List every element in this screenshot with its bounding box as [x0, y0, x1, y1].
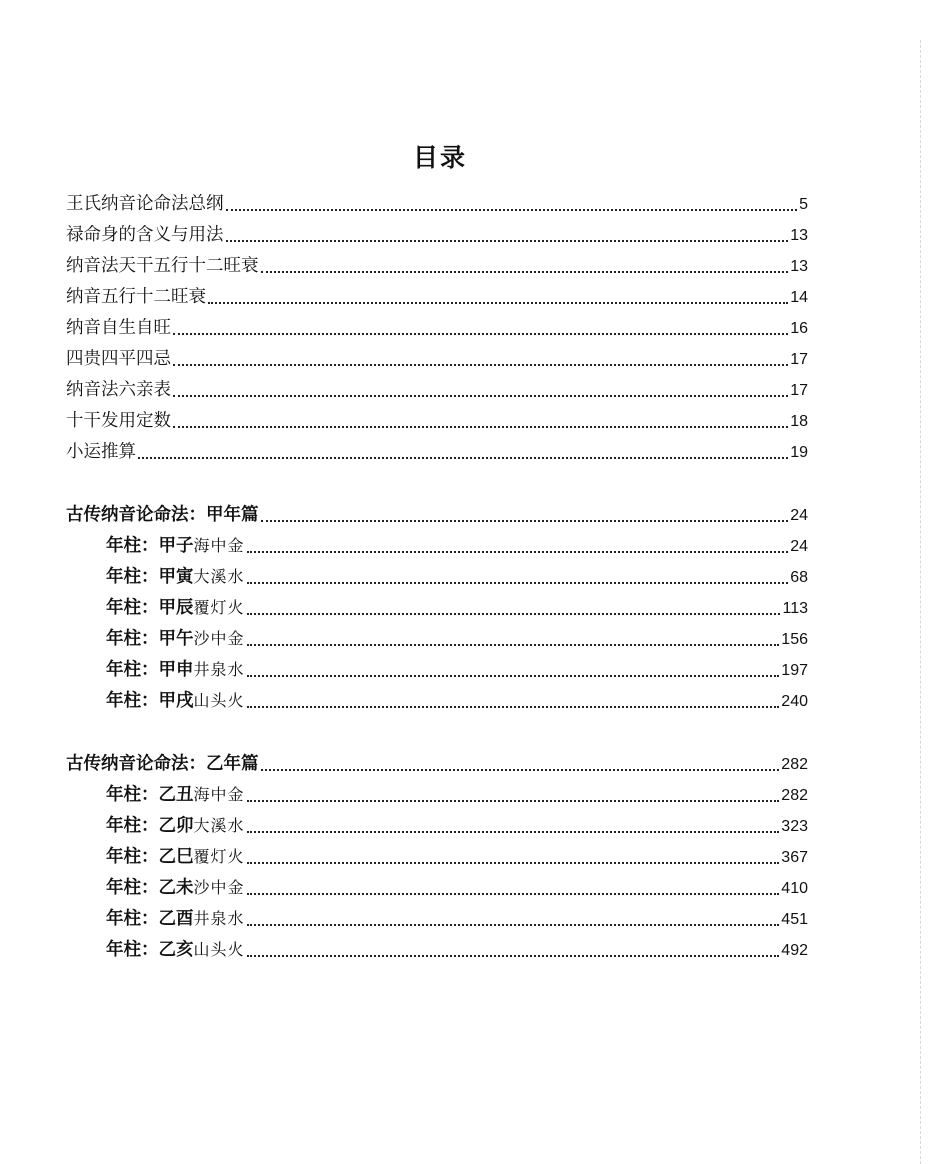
- dot-leader: [261, 520, 789, 522]
- toc-entry[interactable]: [66, 285, 808, 309]
- toc-entry-page: 410: [781, 880, 808, 897]
- toc-entry-page: 18: [790, 413, 808, 430]
- dot-leader: [261, 271, 789, 273]
- toc-entry[interactable]: [66, 316, 808, 340]
- dot-leader: [247, 551, 789, 553]
- dot-leader: [247, 800, 780, 802]
- dot-leader: [173, 364, 788, 366]
- toc-entry-label: 纳音自生自旺: [66, 318, 171, 338]
- toc-entry-page: 13: [790, 258, 808, 275]
- year-pillar-prefix: 年柱：: [106, 909, 159, 929]
- ganzhi-label: 甲戌: [158, 691, 194, 711]
- dot-leader: [173, 333, 788, 335]
- toc-entry-page: 19: [790, 444, 808, 461]
- toc-entry-page: 17: [790, 382, 808, 399]
- toc-entry-page: 16: [790, 320, 808, 337]
- dot-leader: [226, 209, 798, 211]
- dot-leader: [247, 613, 781, 615]
- dot-leader: [138, 457, 788, 459]
- toc-entry-page: 68: [790, 569, 808, 586]
- dot-leader: [247, 706, 780, 708]
- dot-leader: [247, 644, 780, 646]
- dot-leader: [261, 769, 780, 771]
- scan-margin-line: [920, 40, 921, 1164]
- ganzhi-label: 乙丑: [158, 785, 194, 805]
- toc-entry-page: 24: [790, 538, 808, 555]
- toc-entry[interactable]: [66, 223, 808, 247]
- toc-entry-page: 282: [781, 787, 808, 804]
- dot-leader: [247, 893, 780, 895]
- toc-entry-page: 240: [781, 693, 808, 710]
- toc-entry[interactable]: [66, 347, 808, 371]
- toc-entry-label: 纳音法天干五行十二旺衰: [66, 256, 259, 276]
- toc-sub-entry[interactable]: [106, 565, 808, 589]
- toc-entry-page: 13: [790, 227, 808, 244]
- ganzhi-label: 乙巳: [158, 847, 194, 867]
- toc-entry[interactable]: [66, 409, 808, 433]
- toc-entry-page: 197: [781, 662, 808, 679]
- toc-sub-entry[interactable]: [106, 783, 808, 807]
- dot-leader: [226, 240, 789, 242]
- year-pillar-prefix: 年柱：: [106, 816, 159, 836]
- toc-entry-page: 113: [782, 600, 808, 617]
- ganzhi-label: 甲辰: [158, 598, 194, 618]
- toc-sub-entry[interactable]: [106, 534, 808, 558]
- nayin-label: 山头火: [193, 940, 245, 959]
- year-pillar-prefix: 年柱：: [106, 847, 159, 867]
- nayin-label: 海中金: [193, 536, 245, 555]
- toc-entry-label: 十干发用定数: [66, 411, 171, 431]
- toc-entry[interactable]: [66, 192, 808, 216]
- toc-sub-entry[interactable]: [106, 596, 808, 620]
- toc-entry-label: 王氏纳音论命法总纲: [66, 194, 224, 214]
- ganzhi-label: 乙卯: [158, 816, 194, 836]
- toc-section-page: 24: [790, 507, 808, 524]
- toc-sub-entry[interactable]: [106, 689, 808, 713]
- dot-leader: [247, 831, 780, 833]
- nayin-label: 山头火: [193, 691, 245, 710]
- year-pillar-prefix: 年柱：: [106, 691, 159, 711]
- year-pillar-prefix: 年柱：: [106, 567, 159, 587]
- dot-leader: [247, 955, 780, 957]
- toc-section-heading-yi[interactable]: [66, 752, 808, 776]
- toc-sub-entry[interactable]: [106, 845, 808, 869]
- dot-leader: [247, 862, 780, 864]
- toc-entry-label: 纳音法六亲表: [66, 380, 171, 400]
- toc-section-label: 古传纳音论命法：甲年篇: [66, 505, 259, 525]
- ganzhi-label: 甲申: [158, 660, 194, 680]
- year-pillar-prefix: 年柱：: [106, 878, 159, 898]
- nayin-label: 大溪水: [193, 567, 245, 586]
- dot-leader: [173, 395, 788, 397]
- dot-leader: [247, 675, 780, 677]
- ganzhi-label: 乙亥: [158, 940, 194, 960]
- dot-leader: [247, 582, 789, 584]
- toc-entry-page: 14: [790, 289, 808, 306]
- toc-section-label: 古传纳音论命法：乙年篇: [66, 754, 259, 774]
- toc-entry-label: 四贵四平四忌: [66, 349, 171, 369]
- nayin-label: 覆灯火: [193, 598, 245, 617]
- year-pillar-prefix: 年柱：: [106, 660, 159, 680]
- dot-leader: [208, 302, 788, 304]
- toc-entry-page: 17: [790, 351, 808, 368]
- toc-entry[interactable]: [66, 254, 808, 278]
- toc-entry-label: 小运推算: [66, 442, 136, 462]
- nayin-label: 井泉水: [193, 909, 245, 928]
- year-pillar-prefix: 年柱：: [106, 598, 159, 618]
- toc-entry-page: 492: [781, 942, 808, 959]
- toc-section-heading-jia[interactable]: [66, 503, 808, 527]
- toc-entry-label: 禄命身的含义与用法: [66, 225, 224, 245]
- toc-entry-page: 367: [781, 849, 808, 866]
- toc-entry-page: 323: [781, 818, 808, 835]
- year-pillar-prefix: 年柱：: [106, 940, 159, 960]
- toc-title: 目录: [412, 143, 467, 172]
- toc-sub-entry[interactable]: [106, 814, 808, 838]
- toc-section-page: 282: [781, 756, 808, 773]
- nayin-label: 海中金: [193, 785, 245, 804]
- year-pillar-prefix: 年柱：: [106, 536, 159, 556]
- dot-leader: [173, 426, 788, 428]
- toc-entry-label: 纳音五行十二旺衰: [66, 287, 206, 307]
- toc-entry-page: 451: [781, 911, 808, 928]
- nayin-label: 井泉水: [193, 660, 245, 679]
- toc-entry-page: 5: [799, 196, 808, 213]
- ganzhi-label: 乙酉: [158, 909, 194, 929]
- toc-sub-entry[interactable]: [106, 907, 808, 931]
- ganzhi-label: 甲寅: [158, 567, 194, 587]
- ganzhi-label: 甲午: [158, 629, 194, 649]
- ganzhi-label: 甲子: [158, 536, 194, 556]
- nayin-label: 大溪水: [193, 816, 245, 835]
- year-pillar-prefix: 年柱：: [106, 629, 159, 649]
- toc-entry-page: 156: [781, 631, 808, 648]
- toc-sub-entry[interactable]: [106, 938, 808, 962]
- nayin-label: 沙中金: [193, 629, 245, 648]
- toc-sub-entry[interactable]: [106, 876, 808, 900]
- toc-sub-entry[interactable]: [106, 658, 808, 682]
- toc-sub-entry[interactable]: [106, 627, 808, 651]
- toc-entry[interactable]: [66, 378, 808, 402]
- year-pillar-prefix: 年柱：: [106, 785, 159, 805]
- toc-entry[interactable]: [66, 440, 808, 464]
- ganzhi-label: 乙未: [158, 878, 194, 898]
- nayin-label: 沙中金: [193, 878, 245, 897]
- dot-leader: [247, 924, 780, 926]
- nayin-label: 覆灯火: [193, 847, 245, 866]
